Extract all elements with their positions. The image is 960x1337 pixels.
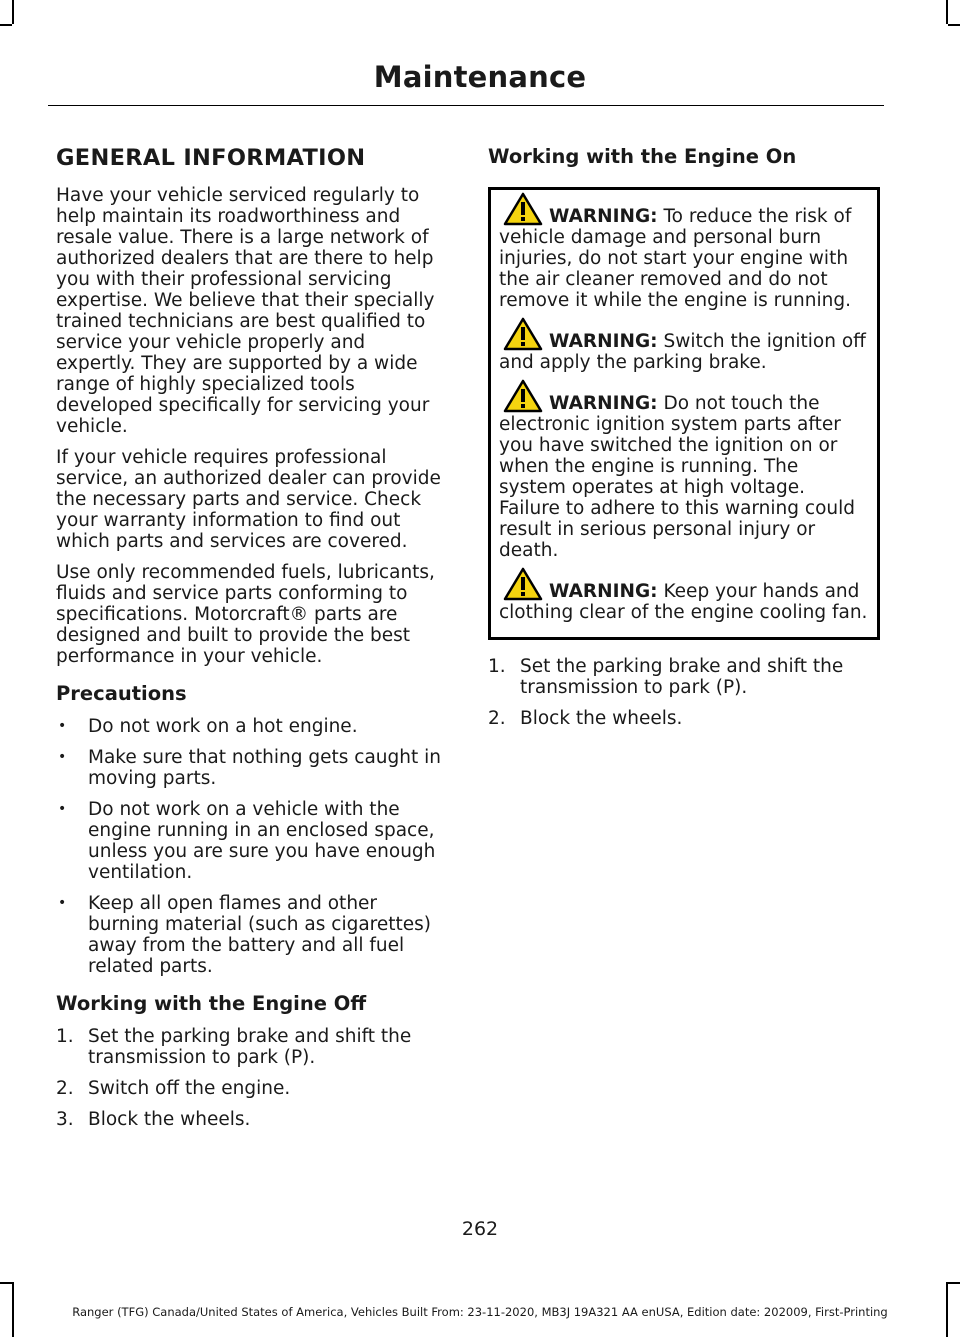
- warning-text: Switch the ignition off and apply the parking brake.: [499, 331, 866, 373]
- section-title-general-information: GENERAL INFORMATION: [56, 145, 366, 171]
- warning-label: WARNING:: [549, 393, 658, 414]
- step-number: 2.: [56, 1078, 74, 1099]
- crop-mark: [948, 1282, 960, 1284]
- step-item: [488, 656, 880, 698]
- step-item: [56, 1078, 448, 1099]
- list-item: • Do not work on a vehicle with the engine running in an enclosed space, unless you are sure you have enough ventilation.: [56, 799, 448, 883]
- warning-label: WARNING:: [549, 331, 658, 352]
- crop-mark: [948, 24, 960, 26]
- subsection-title-engine-on: Working with the Engine On: [488, 145, 797, 168]
- step-number: 1.: [56, 1026, 74, 1047]
- paragraph: Have your vehicle serviced regularly to help maintain its roadworthiness and resale value. There is a large network of authorized dealers that are there to help you with their professional servicing expertise. We believe that their specially trained technicians are best qualified to service your vehicle properly and expertly. They are supported by a wide range of highly specialized tools developed specifically for servicing your vehicle.: [56, 185, 435, 437]
- warning-box: [488, 187, 880, 640]
- warning-item: [499, 204, 869, 311]
- subsection-title-precautions: Precautions: [56, 682, 187, 705]
- step-text: Set the parking brake and shift the transmission to park (P).: [520, 656, 844, 698]
- warning-label: WARNING:: [549, 206, 658, 227]
- engine-off-steps: [56, 1026, 448, 1130]
- page-header-title: Maintenance: [373, 60, 587, 94]
- warning-triangle-icon: [503, 192, 543, 226]
- warning-triangle-icon: [503, 317, 543, 351]
- step-number: 2.: [488, 708, 506, 729]
- step-item: [56, 1109, 448, 1130]
- crop-mark: [0, 24, 12, 26]
- warning-triangle-icon: [503, 567, 543, 601]
- warning-text: Keep your hands and clothing clear of the engine cooling fan.: [499, 581, 868, 623]
- precautions-list: [56, 716, 448, 977]
- step-text: Block the wheels.: [520, 708, 683, 729]
- step-item: [56, 1026, 448, 1068]
- paragraph: If your vehicle requires professional service, an authorized dealer can provide the necessary parts and service. Check your warranty information to find out which parts and services are covered.: [56, 447, 441, 552]
- warning-text: To reduce the risk of vehicle damage and personal burn injuries, do not start your engine with the air cleaner removed and do not remove it while the engine is running.: [499, 206, 852, 311]
- list-item: • Make sure that nothing gets caught in moving parts.: [56, 747, 448, 789]
- header-divider: [48, 105, 884, 106]
- footer-text: Ranger (TFG) Canada/United States of America, Vehicles Built From: 23-11-2020, MB3J 19A321 AA enUSA, Edition date: 202009, First-Printing: [72, 1305, 888, 1319]
- warning-item: [499, 579, 869, 623]
- page-number: 262: [461, 1218, 499, 1240]
- right-column: [488, 142, 880, 739]
- step-text: Set the parking brake and shift the transmission to park (P).: [88, 1026, 412, 1068]
- subsection-title-engine-off: Working with the Engine Off: [56, 992, 367, 1015]
- warning-label: WARNING:: [549, 581, 658, 602]
- warning-text: Do not touch the electronic ignition system parts after you have switched the ignition on or when the engine is running. The system operates at high voltage. Failure to adhere to this warning could result in serious personal injury or death.: [499, 393, 855, 561]
- paragraph: Use only recommended fuels, lubricants, fluids and service parts conforming to specifications. Motorcraft® parts are designed and built to provide the best performance in your vehicle.: [56, 562, 435, 667]
- step-text: Switch off the engine.: [88, 1078, 291, 1099]
- warning-triangle-icon: [503, 379, 543, 413]
- engine-on-steps: [488, 656, 880, 729]
- list-item: • Do not work on a hot engine.: [56, 716, 448, 737]
- warning-item: [499, 329, 869, 373]
- left-column: [56, 142, 448, 1140]
- crop-mark: [0, 1282, 12, 1284]
- list-item: • Keep all open flames and other burning material (such as cigarettes) away from the battery and all fuel related parts.: [56, 893, 448, 977]
- crop-mark: [12, 0, 14, 24]
- step-item: [488, 708, 880, 729]
- step-number: 3.: [56, 1109, 74, 1130]
- crop-mark: [946, 0, 948, 24]
- warning-item: [499, 391, 869, 561]
- step-number: 1.: [488, 656, 506, 677]
- step-text: Block the wheels.: [88, 1109, 251, 1130]
